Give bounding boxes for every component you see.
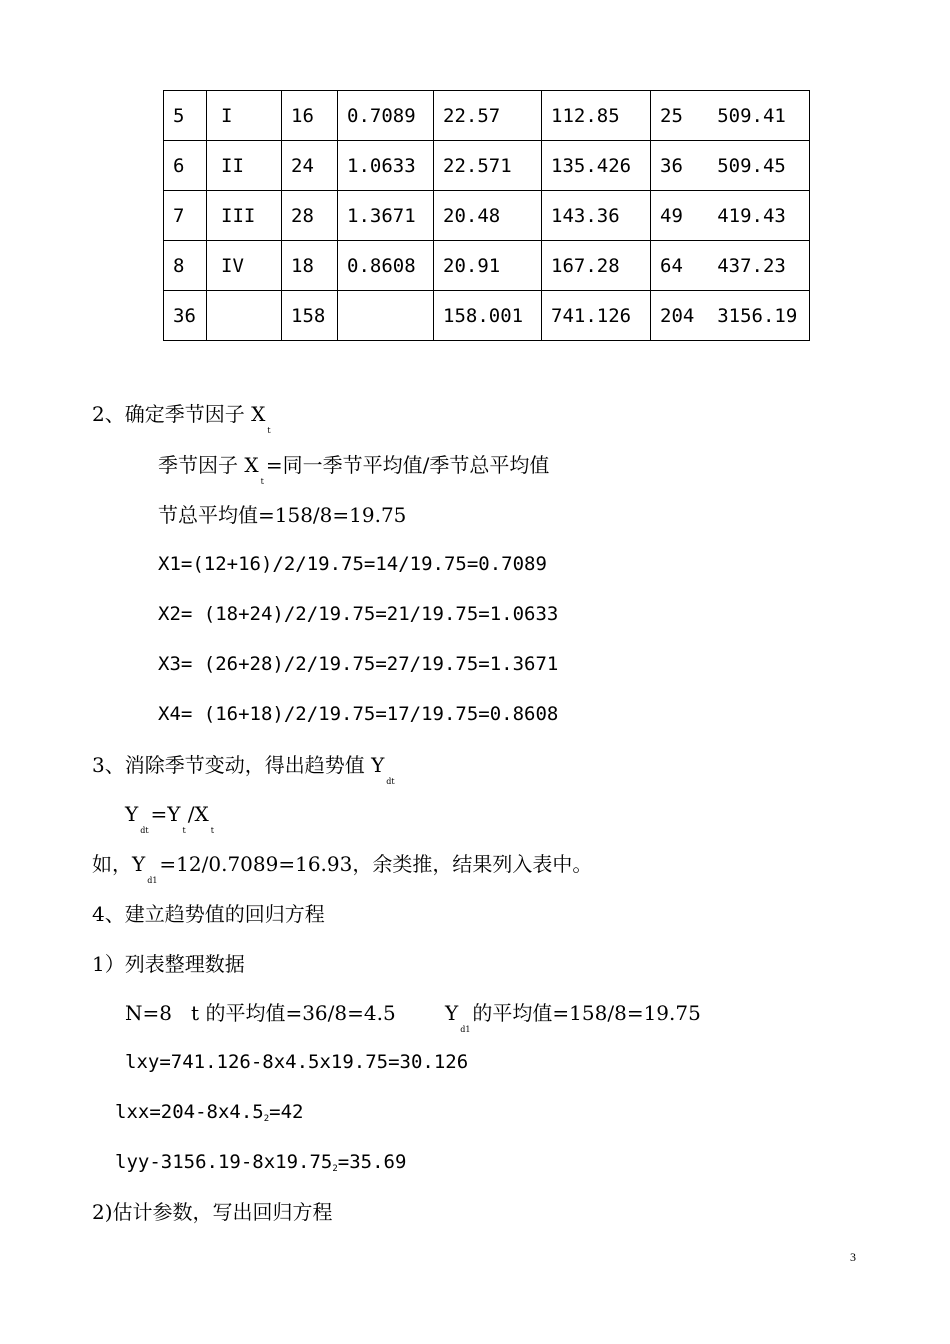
table-cell: 158.001 (434, 291, 542, 341)
table-cell: 167.28 (542, 241, 651, 291)
n-average-line: N=8 t 的平均值=36/8=4.5 (125, 1001, 396, 1025)
data-table (163, 90, 810, 341)
section4-heading: 4、建立趋势值的回归方程 (92, 902, 325, 926)
overall-average: 节总平均值=158/8=19.75 (158, 503, 407, 527)
table-cell: 8 (164, 241, 207, 291)
seasonal-factor-definition: 季节因子 $X_t=$同一季节平均值/季节总平均值 (158, 453, 550, 486)
table-cell: 22.57 (434, 91, 542, 141)
x2-formula: X2= (18+24)/2/19.75=21/19.75=1.0633 (158, 603, 559, 625)
table-row (164, 291, 810, 341)
table-cell: II (207, 141, 282, 191)
table-cell: 741.126 (542, 291, 651, 341)
section2-heading: 2、确定季节因子 $X_t$ (92, 402, 271, 435)
table-cell: 16 (282, 91, 338, 141)
table-cell: 7 (164, 191, 207, 241)
table-cell: I (207, 91, 282, 141)
table-cell (207, 291, 282, 341)
table-row (164, 91, 810, 141)
table-cell: 5 (164, 91, 207, 141)
lxy-formula: lxy=741.126-8x4.5x19.75=30.126 (125, 1051, 469, 1073)
section3-heading: 3、消除季节变动，得出趋势值 $Y_{dt}$ (92, 753, 395, 786)
table-cell: 64 437.23 (651, 241, 810, 291)
lyy-formula: lyy-3156.19-8x19.752=35.69 (115, 1151, 407, 1174)
table-cell: 22.571 (434, 141, 542, 191)
table-cell: 49 419.43 (651, 191, 810, 241)
table-cell: 135.426 (542, 141, 651, 191)
table-row (164, 141, 810, 191)
table-cell: 1.0633 (338, 141, 434, 191)
table-cell: 28 (282, 191, 338, 241)
table-cell: 143.36 (542, 191, 651, 241)
table-cell: 36 (164, 291, 207, 341)
trend-example: 如，$Y_{d1}=12/0.7089=16.93$，余类推，结果列入表中。 (92, 852, 593, 885)
lxx-formula: lxx=204-8x4.52=42 (115, 1101, 304, 1124)
trend-formula: $Y_{dt}=Y_t/X_t$ (125, 802, 214, 835)
table-cell: 24 (282, 141, 338, 191)
x1-formula: X1=(12+16)/2/19.75=14/19.75=0.7089 (158, 553, 547, 575)
table-cell: 112.85 (542, 91, 651, 141)
table-row (164, 191, 810, 241)
table-cell: 0.8608 (338, 241, 434, 291)
y-average-line: $Y_{d1}$的平均值=158/8=19.75 (445, 1001, 701, 1034)
table-cell: 36 509.45 (651, 141, 810, 191)
x4-formula: X4= (16+18)/2/19.75=17/19.75=0.8608 (158, 703, 559, 725)
table-cell: III (207, 191, 282, 241)
page-number: 3 (850, 1250, 856, 1264)
table-cell: 1.3671 (338, 191, 434, 241)
step2-heading: 2)估计参数，写出回归方程 (92, 1200, 333, 1224)
table-row (164, 241, 810, 291)
table-cell: 20.91 (434, 241, 542, 291)
table-cell: 158 (282, 291, 338, 341)
table-cell: IV (207, 241, 282, 291)
table-cell (338, 291, 434, 341)
table-cell: 6 (164, 141, 207, 191)
table-cell: 18 (282, 241, 338, 291)
table-cell: 20.48 (434, 191, 542, 241)
step1-heading: 1）列表整理数据 (92, 952, 245, 976)
table-cell: 0.7089 (338, 91, 434, 141)
table-cell: 25 509.41 (651, 91, 810, 141)
table-cell: 204 3156.19 (651, 291, 810, 341)
x3-formula: X3= (26+28)/2/19.75=27/19.75=1.3671 (158, 653, 559, 675)
